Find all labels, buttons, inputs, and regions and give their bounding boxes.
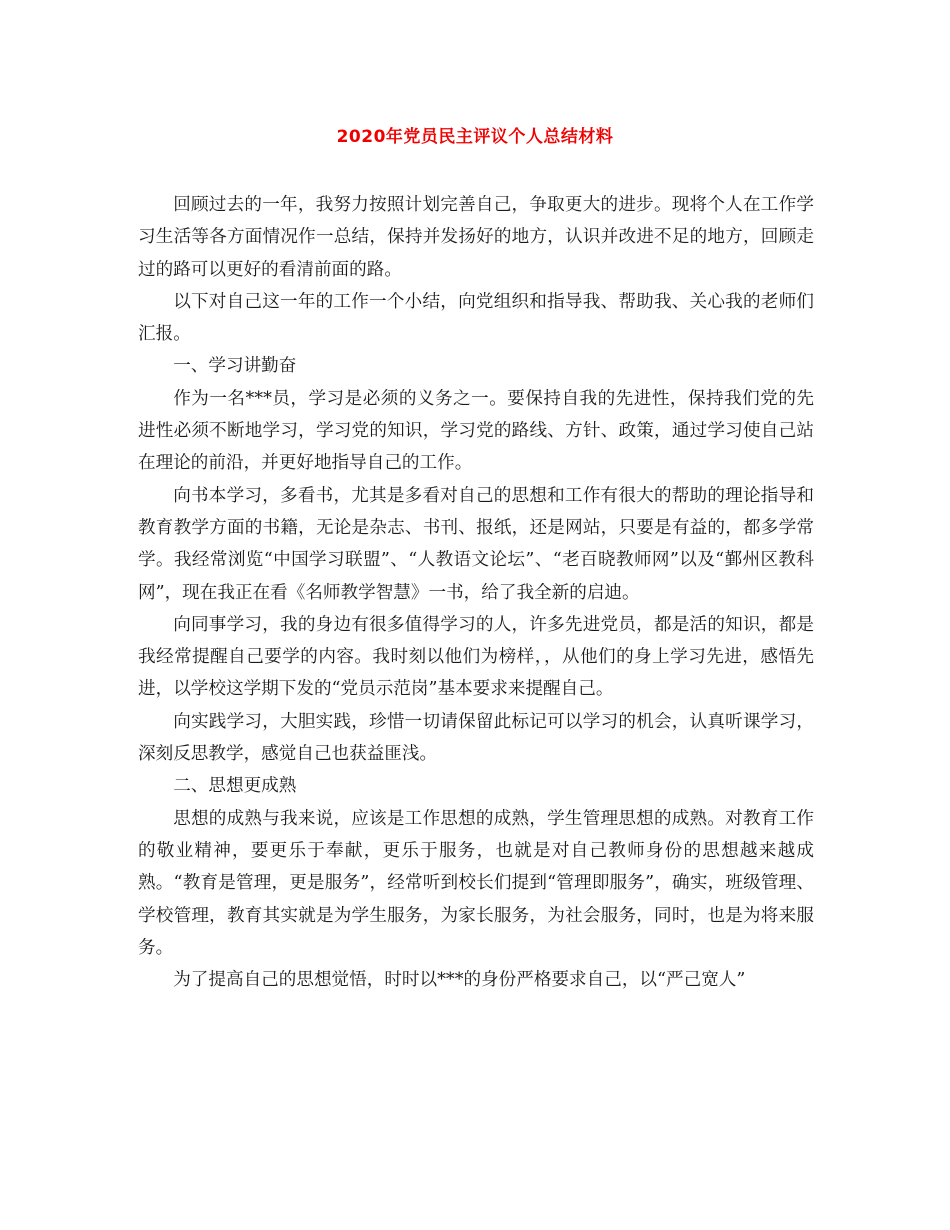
paragraph-study-duty: 作为一名***员，学习是必须的义务之一。要保持自我的先进性，保持我们党的先进性必须不断地学习，学习党的知识，学习党的路线、方针、政策，通过学习使自己站在理论的前沿，并更好地指导自己的工作。 — [138, 388, 814, 474]
document-body — [138, 189, 814, 996]
document-title: 2020年党员民主评议个人总结材料 — [336, 127, 614, 147]
paragraph-intro: 回顾过去的一年，我努力按照计划完善自己，争取更大的进步。现将个人在工作学习生活等各方面情况作一总结，保持并发扬好的地方，认识并改进不足的地方，回顾走过的路可以更好的看清前面的路。 — [138, 195, 814, 280]
paragraph-study-books: 向书本学习，多看书，尤其是多看对自己的思想和工作有很大的帮助的理论指导和教育教学方面的书籍，无论是杂志、书刊、报纸，还是网站，只要是有益的，都多学常学。我经常浏览“中国学习联盟”、“人教语文论坛”、“老百晓教师网”以及“鄞州区教科网”，现在我正在看《名师教学智慧》一书，给了我全新的启迪。 — [138, 485, 814, 603]
section-heading-study: 一、学习讲勤奋 — [173, 356, 297, 377]
paragraph-study-practice: 向实践学习，大胆实践，珍惜一切请保留此标记可以学习的机会，认真听课学习，深刻反思教学，感觉自己也获益匪浅。 — [138, 711, 814, 765]
paragraph-thought-awareness: 为了提高自己的思想觉悟，时时以***的身份严格要求自己，以“严己宽人” — [173, 970, 746, 991]
paragraph-study-colleagues: 向同事学习，我的身边有很多值得学习的人，许多先进党员，都是活的知识，都是我经常提醒自己要学的内容。我时刻以他们为榜样，，从他们的身上学习先进，感悟先进，以学校这学期下发的“党员示范岗”基本要求来提醒自己。 — [138, 614, 814, 700]
section-heading-thought: 二、思想更成熟 — [173, 776, 297, 797]
paragraph-thought-mature: 思想的成熟与我来说，应该是工作思想的成熟，学生管理思想的成熟。对教育工作的敬业精神，要更乐于奉献，更乐于服务，也就是对自己教师身份的思想越来越成熟。“教育是管理，更是服务”，经常听到校长们提到“管理即服务”，确实，班级管理、学校管理，教育其实就是为学生服务，为家长服务，为社会服务，同时，也是为将来服务。 — [138, 808, 814, 958]
paragraph-report: 以下对自己这一年的工作一个小结，向党组织和指导我、帮助我、关心我的老师们汇报。 — [138, 291, 814, 345]
